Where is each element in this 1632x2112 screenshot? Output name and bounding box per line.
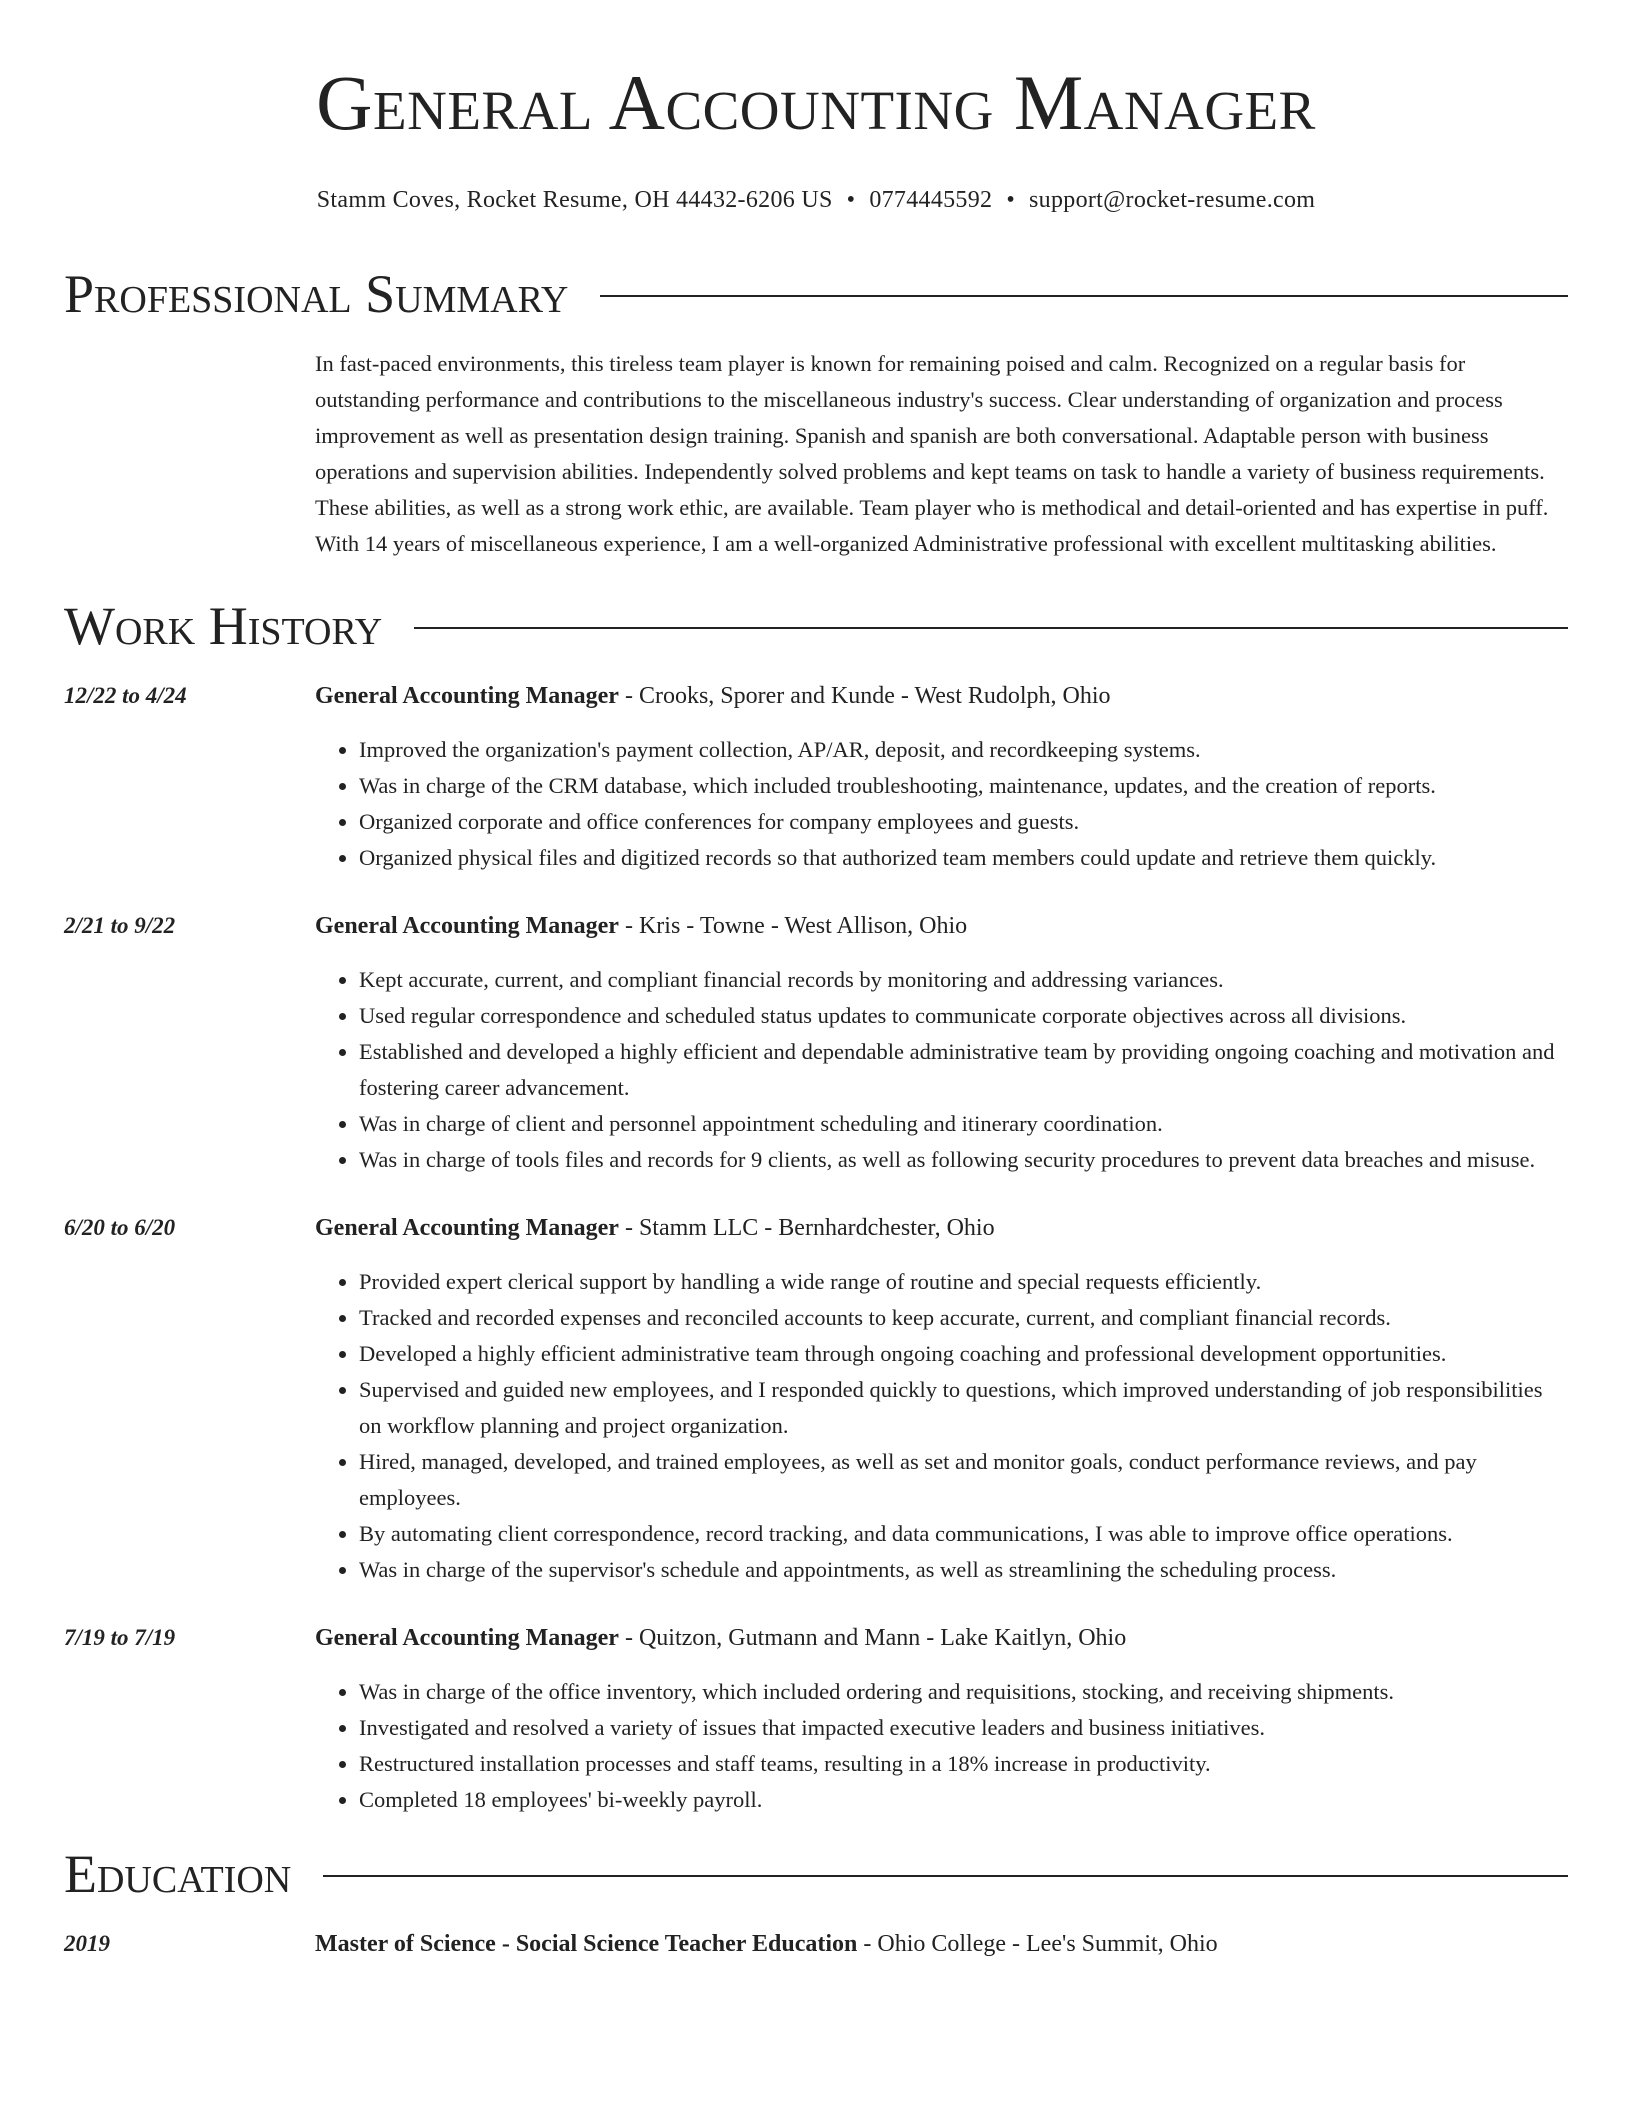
job-bullets bbox=[315, 962, 1568, 1178]
job-title: General Accounting Manager bbox=[315, 1215, 619, 1241]
job-title-line bbox=[315, 1620, 1568, 1656]
job-bullet: • Was in charge of tools files and records for 9 clients, as well as following security procedures to prevent data breaches and misuse. bbox=[359, 1142, 1568, 1178]
job-dates: 6/20 to 6/20 bbox=[64, 1215, 176, 1240]
contact-address: Stamm Coves, Rocket Resume, OH 44432-6206 US bbox=[316, 187, 833, 213]
job-dates: 2/21 to 9/22 bbox=[64, 913, 176, 938]
job-bullet: • Was in charge of the CRM database, which included troubleshooting, maintenance, updates, and the creation of reports. bbox=[359, 768, 1568, 804]
section-divider bbox=[323, 1875, 1568, 1877]
job-entry bbox=[64, 1620, 1568, 1818]
job-entry bbox=[64, 678, 1568, 876]
job-bullet: • By automating client correspondence, record tracking, and data communications, I was able to improve office operations. bbox=[359, 1516, 1568, 1552]
job-bullet: • Provided expert clerical support by handling a wide range of routine and special requests efficiently. bbox=[359, 1264, 1568, 1300]
job-title: General Accounting Manager bbox=[315, 913, 619, 939]
job-bullet: • Organized corporate and office conferences for company employees and guests. bbox=[359, 804, 1568, 840]
summary-text: In fast-paced environments, this tireless team player is known for remaining poised and calm. Recognized on a regular basis for outstanding performance and contributions to the miscellaneous industry's success. Clear understanding of organization and process improvement as well as presentation design training. Spanish and spanish are both conversational. Adaptable person with business operations and supervision abilities. Independently solved problems and kept teams on task to handle a variety of business requirements. These abilities, as well as a strong work ethic, are available. Team player who is methodical and detail-oriented and has expertise in puff. With 14 years of miscellaneous experience, I am a well-organized Administrative professional with excellent multitasking abilities. bbox=[315, 351, 1549, 556]
work-history-list bbox=[64, 678, 1568, 1818]
job-title-line bbox=[315, 908, 1568, 944]
section-work-header bbox=[64, 596, 1568, 656]
job-bullets bbox=[315, 732, 1568, 876]
job-title-line bbox=[315, 1210, 1568, 1246]
contact-email[interactable]: support@rocket-resume.com bbox=[1029, 187, 1316, 213]
job-bullet: • Investigated and resolved a variety of issues that impacted executive leaders and business initiatives. bbox=[359, 1710, 1568, 1746]
section-divider bbox=[414, 627, 1568, 629]
job-employer-location: - Kris - Towne - West Allison, Ohio bbox=[618, 913, 968, 939]
education-line bbox=[315, 1926, 1568, 1962]
job-bullet: • Tracked and recorded expenses and reconciled accounts to keep accurate, current, and compliant financial records. bbox=[359, 1300, 1568, 1336]
job-bullet: • Established and developed a highly efficient and dependable administrative team by providing ongoing coaching and motivation and fostering career advancement. bbox=[359, 1034, 1568, 1106]
section-education-header bbox=[64, 1844, 1568, 1904]
job-body bbox=[315, 678, 1568, 876]
section-divider bbox=[600, 295, 1568, 297]
job-bullet: • Supervised and guided new employees, and I responded quickly to questions, which improved understanding of job responsibilities on workflow planning and project organization. bbox=[359, 1372, 1568, 1444]
job-dates: 7/19 to 7/19 bbox=[64, 1625, 176, 1650]
education-list bbox=[64, 1926, 1568, 1962]
contact-separator: • bbox=[1006, 187, 1016, 213]
job-employer-location: - Stamm LLC - Bernhardchester, Ohio bbox=[618, 1215, 995, 1241]
contact-phone: 0774445592 bbox=[869, 187, 993, 213]
job-dates: 12/22 to 4/24 bbox=[64, 683, 187, 708]
job-body bbox=[315, 908, 1568, 1178]
job-bullet: • Was in charge of the office inventory, which included ordering and requisitions, stocking, and receiving shipments. bbox=[359, 1674, 1568, 1710]
job-bullet: • Organized physical files and digitized records so that authorized team members could update and retrieve them quickly. bbox=[359, 840, 1568, 876]
job-bullet: • Improved the organization's payment collection, AP/AR, deposit, and recordkeeping systems. bbox=[359, 732, 1568, 768]
education-entry bbox=[64, 1926, 1568, 1962]
job-entry bbox=[64, 1210, 1568, 1588]
job-body bbox=[315, 1620, 1568, 1818]
job-body bbox=[315, 1210, 1568, 1588]
job-employer-location: - Quitzon, Gutmann and Mann - Lake Kaitlyn, Ohio bbox=[618, 1625, 1127, 1651]
job-employer-location: - Crooks, Sporer and Kunde - West Rudolph, Ohio bbox=[618, 683, 1111, 709]
job-title-line bbox=[315, 678, 1568, 714]
education-school-location: - Ohio College - Lee's Summit, Ohio bbox=[857, 1931, 1218, 1957]
section-summary-title: Professional Summary bbox=[64, 264, 569, 324]
job-entry bbox=[64, 908, 1568, 1178]
job-bullet: • Was in charge of the supervisor's schedule and appointments, as well as streamlining the scheduling process. bbox=[359, 1552, 1568, 1588]
education-year: 2019 bbox=[64, 1931, 110, 1956]
job-bullet: • Developed a highly efficient administrative team through ongoing coaching and professional development opportunities. bbox=[359, 1336, 1568, 1372]
job-bullet: • Was in charge of client and personnel appointment scheduling and itinerary coordination. bbox=[359, 1106, 1568, 1142]
resume-name: General Accounting Manager bbox=[316, 59, 1316, 146]
education-degree: Master of Science - Social Science Teacher Education bbox=[315, 1931, 858, 1957]
job-title: General Accounting Manager bbox=[315, 1625, 619, 1651]
job-bullet: • Used regular correspondence and scheduled status updates to communicate corporate objectives across all divisions. bbox=[359, 998, 1568, 1034]
job-title: General Accounting Manager bbox=[315, 683, 619, 709]
job-bullet: • Completed 18 employees' bi-weekly payroll. bbox=[359, 1782, 1568, 1818]
contact-line bbox=[64, 186, 1568, 214]
job-bullet: • Kept accurate, current, and compliant financial records by monitoring and addressing variances. bbox=[359, 962, 1568, 998]
job-bullets bbox=[315, 1674, 1568, 1818]
job-bullet: • Hired, managed, developed, and trained employees, as well as set and monitor goals, conduct performance reviews, and pay employees. bbox=[359, 1444, 1568, 1516]
contact-separator: • bbox=[846, 187, 856, 213]
job-bullet: • Restructured installation processes and staff teams, resulting in a 18% increase in productivity. bbox=[359, 1746, 1568, 1782]
section-summary-header bbox=[64, 264, 1568, 324]
section-education-title: Education bbox=[64, 1844, 292, 1904]
job-bullets bbox=[315, 1264, 1568, 1588]
education-body bbox=[315, 1926, 1568, 1962]
section-work-title: Work History bbox=[64, 596, 383, 656]
